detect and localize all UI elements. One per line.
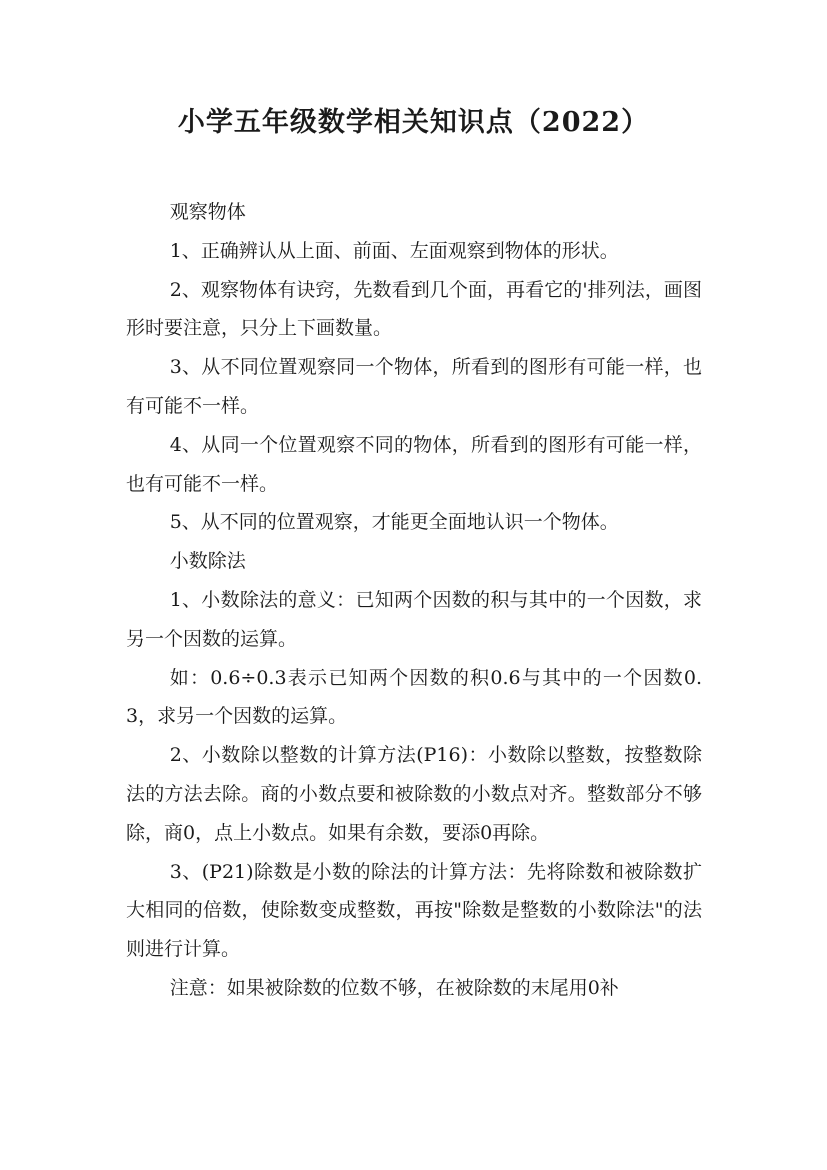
section-heading-decimal-division: 小数除法: [169, 550, 246, 573]
paragraph: 4、从同一个位置观察不同的物体，所看到的图形有可能一样，也有可能不一样。: [126, 433, 702, 495]
paragraph: 3、从不同位置观察同一个物体，所看到的图形有可能一样，也有可能不一样。: [126, 356, 702, 417]
paragraph: 5、从不同的位置观察，才能更全面地认识一个物体。: [169, 511, 619, 534]
paragraph: 2、观察物体有诀窍，先数看到几个面，再看它的'排列法，画图形时要注意，只分上下画数量。: [126, 278, 702, 340]
paragraph: 如：0.6÷0.3表示已知两个因数的积0.6与其中的一个因数0.3，求另一个因数的运算。: [126, 666, 702, 728]
paragraph: 1、正确辨认从上面、前面、左面观察到物体的形状。: [169, 239, 619, 262]
paragraph: 1、小数除法的意义：已知两个因数的积与其中的一个因数，求另一个因数的运算。: [126, 588, 702, 650]
paragraph: 3、(P21)除数是小数的除法的计算方法：先将除数和被除数扩大相同的倍数，使除数变成整数，再按"除数是整数的小数除法"的法则进行计算。: [126, 860, 702, 961]
paragraph: 注意：如果被除数的位数不够，在被除数的末尾用0补: [169, 976, 619, 999]
document-title: 小学五年级数学相关知识点（2022）: [177, 107, 650, 138]
section-heading-observing-objects: 观察物体: [169, 201, 246, 223]
paragraph: 2、小数除以整数的计算方法(P16)：小数除以整数，按整数除法的方法去除。商的小数点要和被除数的小数点对齐。整数部分不够除，商0，点上小数点。如果有余数，要添0再除。: [126, 744, 702, 844]
document-body: [126, 193, 702, 1008]
